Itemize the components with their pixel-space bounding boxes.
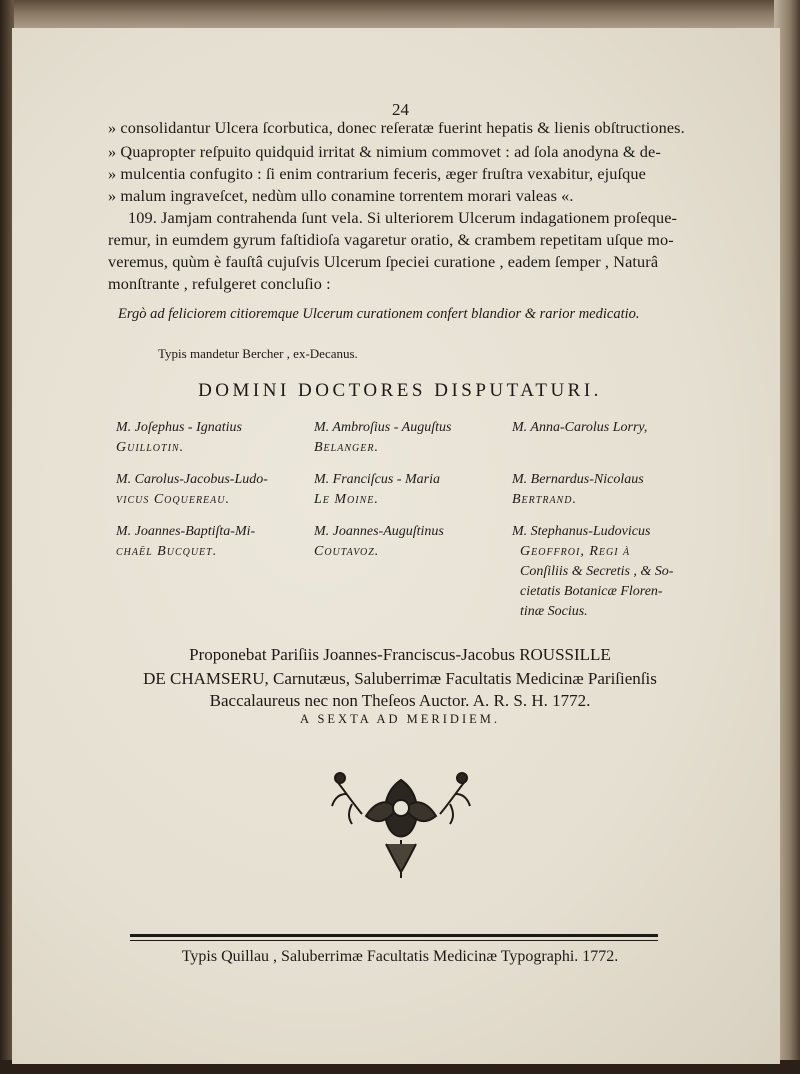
doctor-name-line: M. Ambroſius - Auguſtus — [314, 420, 452, 435]
doctors-heading: DOMINI DOCTORES DISPUTATURI. — [198, 380, 602, 401]
doctor-name-line: M. Bernardus-Nicolaus — [512, 472, 644, 487]
doctor-entry — [116, 470, 268, 510]
doctor-entry — [314, 522, 444, 562]
typis-mandetur-line: Typis mandetur Bercher , ex-Decanus. — [158, 346, 358, 361]
doctor-surname: Coutavoz. — [314, 544, 380, 559]
doctor-entry — [314, 470, 440, 510]
time-line: A SEXTA AD MERIDIEM. — [300, 712, 500, 726]
body-line-2: » Quapropter reſpuito quidquid irritat & nimium commovet : ad ſola anodyna & de- — [108, 142, 661, 161]
doctor-surname: chaël Bucquet. — [116, 544, 218, 559]
doctor-entry — [116, 522, 255, 562]
body-line-4: » malum ingraveſcet, nedùm ullo conamine torrentem morari valeas «. — [108, 186, 574, 205]
proponebat-line-3: Baccalaureus nec non Theſeos Auctor. A. R. S. H. 1772. — [209, 691, 591, 710]
proponebat-line-1: Proponebat Pariſiis Joannes-Franciscus-Jacobus ROUSSILLE — [189, 645, 611, 664]
doctor-entry — [314, 418, 451, 458]
body-line-7: veremus, quùm è fauſtâ cujuſvis Ulcerum ſpeciei curatione , eadem ſemper , Naturâ — [108, 252, 659, 271]
doctor-name-line: M. Franciſcus - Maria — [314, 472, 440, 487]
doctor-surname: Bertrand. — [512, 492, 577, 507]
doctor-entry — [512, 418, 647, 438]
floral-ornament-icon — [326, 760, 476, 884]
doctor-surname: Geoffroi, Regi à — [520, 544, 631, 559]
divider-thin — [130, 940, 658, 941]
doctor-entry — [116, 418, 242, 458]
page-number: 24 — [392, 100, 409, 119]
doctor-name-line: M. Joſephus - Ignatius — [116, 420, 242, 435]
doctor-name-line: M. Stephanus-Ludovicus — [512, 524, 651, 539]
body-line-3: » mulcentia confugito : ſi enim contrarium feceris, æger fruſtra vexabitur, ejuſque — [108, 164, 646, 183]
doctor-surname: Belanger. — [314, 440, 379, 455]
printer-imprint: Typis Quillau , Saluberrimæ Facultatis Medicinæ Typographi. 1772. — [181, 948, 619, 965]
body-line-1: » consolidantur Ulcera ſcorbutica, donec reſeratæ fuerint hepatis & lienis obſtructiones. — [108, 118, 685, 137]
doctor-title-line: tinæ Socius. — [520, 604, 588, 619]
doctor-name-line: M. Anna-Carolus Lorry, — [512, 420, 648, 435]
body-line-8: monſtrante , refulgeret concluſio : — [108, 274, 331, 293]
body-line-6: remur, in eumdem gyrum faſtidioſa vagaretur oratio, & crambem repetitam uſque mo- — [108, 230, 674, 249]
doctor-entry — [512, 470, 644, 510]
doctor-surname: Guillotin. — [116, 440, 185, 455]
thesis-statement: Ergò ad feliciorem citioremque Ulcerum curationem confert blandior & rarior medicatio. — [118, 306, 640, 322]
doctor-title-line: Conſiliis & Secretis , & So- — [520, 564, 674, 579]
body-line-5: 109. Jamjam contrahenda ſunt vela. Si ulteriorem Ulcerum indagationem proſeque- — [128, 208, 678, 227]
doctor-name-line: M. Joannes-Baptiſta-Mi- — [116, 524, 256, 539]
doctor-name-line: M. Carolus-Jacobus-Ludo- — [116, 472, 268, 487]
doctor-title-line: cietatis Botanicæ Floren- — [520, 584, 663, 599]
doctor-surname: vicus Coquereau. — [116, 492, 230, 507]
doctor-entry — [512, 522, 673, 622]
doctor-surname: Le Moine. — [314, 492, 379, 507]
divider-thick — [130, 934, 658, 937]
doctor-name-line: M. Joannes-Auguſtinus — [314, 524, 444, 539]
proponebat-line-2: DE CHAMSERU, Carnutæus, Saluberrimæ Facultatis Medicinæ Pariſienſis — [143, 669, 657, 688]
